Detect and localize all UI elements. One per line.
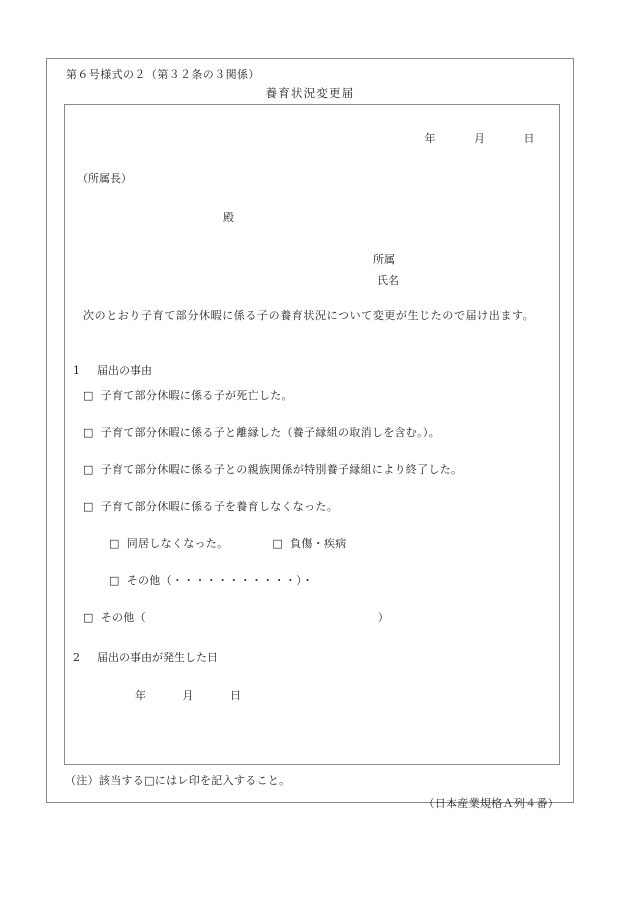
submitter-block (373, 250, 399, 292)
reason-label-2: 子育て部分休暇に係る子と離縁した（養子縁組の取消しを含む。）。 (100, 426, 441, 439)
section-2-heading (73, 650, 218, 666)
submission-date-line (425, 131, 536, 147)
checkbox-icon[interactable]: □ (83, 500, 94, 513)
occurrence-year-label: 年 (135, 689, 147, 702)
checkbox-icon[interactable]: □ (109, 574, 120, 587)
checkbox-icon[interactable]: □ (109, 537, 120, 550)
reason-sub-label-2: 負傷・疾病 (290, 537, 347, 550)
checkbox-icon[interactable]: □ (83, 463, 94, 476)
form-body (65, 105, 559, 764)
reason-sub-other-row[interactable] (109, 573, 313, 589)
reason-other-suffix: ） (377, 611, 390, 624)
form-number: 第６号様式の２（第３２条の３関係） (66, 68, 260, 81)
date-day-label: 日 (523, 132, 535, 145)
reason-label-3: 子育て部分休暇に係る子との親族関係が特別養子縁組により終了した。 (100, 463, 463, 476)
reason-checkbox-row-2[interactable] (83, 425, 440, 441)
checkbox-icon[interactable]: □ (83, 426, 94, 439)
occurrence-month-label: 月 (182, 689, 194, 702)
intro-sentence: 次のとおり子育て部分休暇に係る子の養育状況について変更が生じたので届け出ます。 (83, 309, 535, 322)
reason-other-prefix: その他（ (100, 611, 146, 624)
reason-label-4: 子育て部分休暇に係る子を養育しなくなった。 (100, 500, 339, 513)
section-1-title: 届出の事由 (97, 364, 152, 377)
reason-sub-checkbox-row[interactable] (109, 536, 347, 552)
form-outer-frame (46, 58, 574, 810)
footer-note: （注）該当する□にはレ印を記入すること。 (65, 774, 291, 787)
section-1-number: 1 (73, 364, 80, 377)
section-1-heading (73, 363, 152, 379)
checkbox-icon[interactable]: □ (83, 611, 94, 624)
paper-size-spec: （日本産業規格Ａ列４番） (423, 797, 559, 810)
honorific-dono: 殿 (223, 211, 234, 224)
submitter-affiliation-label: 所属 (373, 253, 395, 266)
date-year-label: 年 (424, 132, 436, 145)
section-2-number: 2 (73, 651, 80, 664)
submitter-name-label: 氏名 (377, 273, 399, 287)
date-month-label: 月 (474, 132, 486, 145)
occurrence-date-line (135, 688, 242, 704)
reason-other-row[interactable] (83, 610, 389, 626)
section-2-title: 届出の事由が発生した日 (97, 651, 218, 664)
checkbox-icon[interactable]: □ (272, 537, 284, 550)
checkbox-icon[interactable]: □ (83, 389, 94, 402)
reason-checkbox-row-1[interactable] (83, 388, 293, 404)
occurrence-day-label: 日 (230, 689, 242, 702)
reason-checkbox-row-3[interactable] (83, 462, 462, 478)
document-title: 養育状況変更届 (265, 86, 355, 100)
reason-label-1: 子育て部分休暇に係る子が死亡した。 (100, 389, 293, 402)
reason-sub-other-label: その他（・・・・・・・・・・・）・ (126, 574, 314, 587)
form-inner-box (64, 104, 560, 765)
reason-sub-label-1: 同居しなくなった。 (126, 537, 229, 550)
reason-checkbox-row-4[interactable] (83, 499, 338, 515)
recipient-label: （所属長） (77, 172, 132, 185)
